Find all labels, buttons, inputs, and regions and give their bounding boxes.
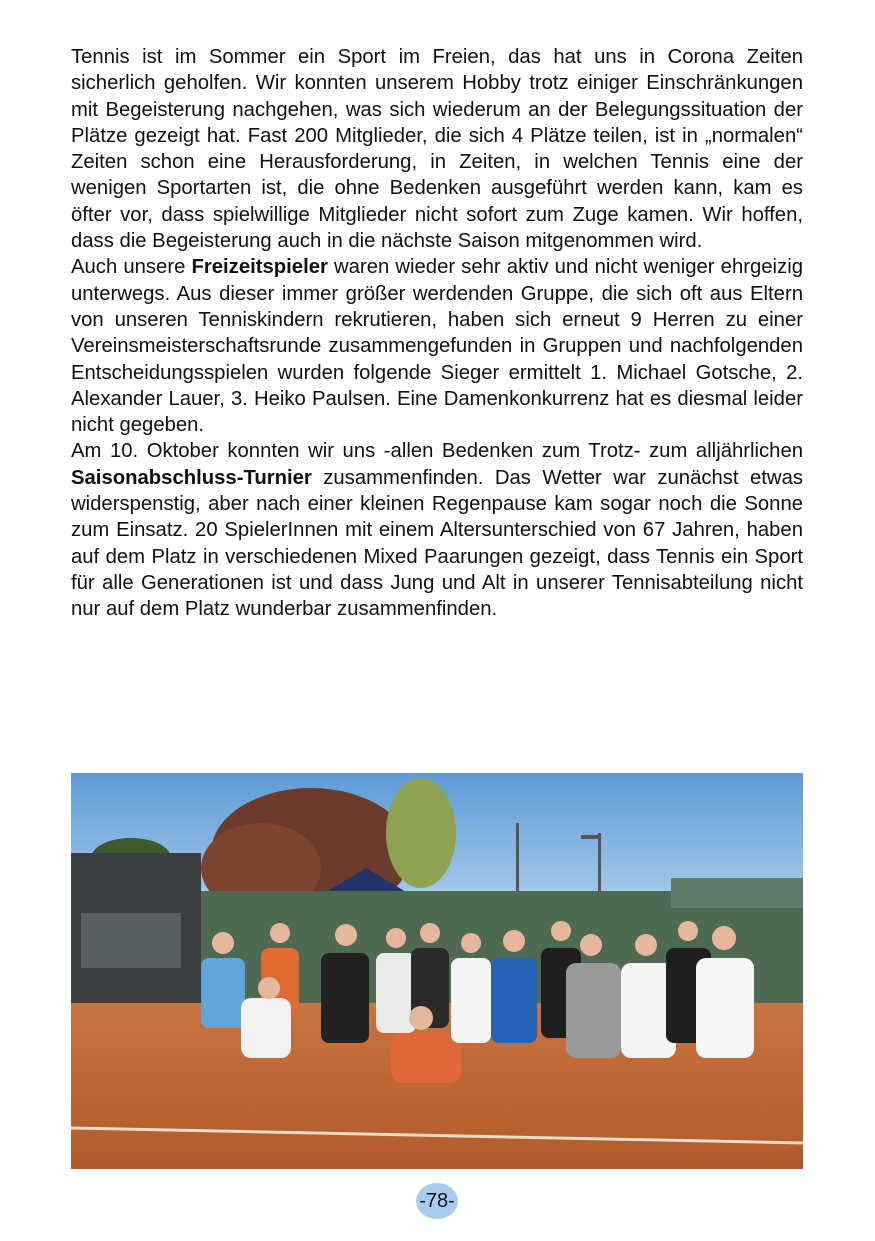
- bold-saisonabschluss: Saisonabschluss-Turnier: [71, 466, 312, 489]
- paragraph-freizeitspieler: [71, 254, 803, 438]
- paragraph-text: Auch unsere: [71, 256, 192, 279]
- article-body: [71, 44, 803, 623]
- paragraph-saisonabschluss: [71, 438, 803, 622]
- paragraph-text: zusammenfinden. Das Wetter war zunächst etwas widerspenstig, aber nach einer kleinen Regenpause kam sogar noch die Sonne zum Einsatz. 20 SpielerInnen mit einem Altersunterschied von 67 Jahren, haben auf dem Platz in verschiedenen Mixed Paarungen gezeigt, dass Tennis ein Sport für alle Generationen ist und dass Jung und Alt in unserer Tennisabteilung nicht nur auf dem Platz wunderbar zusammenfinden.: [71, 466, 803, 621]
- paragraph-corona: Tennis ist im Sommer ein Sport im Freien, das hat uns in Corona Zeiten sicherlich geholfen. Wir konnten unserem Hobby trotz einiger Einschränkungen mit Begeisterung nachgehen, was sich wiederum an der Belegungssituation der Plätze gezeigt hat. Fast 200 Mitglieder, die sich 4 Plätze teilen, ist in „normalen“ Zeiten schon eine Herausforderung, in Zeiten, in welchen Tennis eine der wenigen Sportarten ist, die ohne Bedenken ausgeführt werden kann, kam es öfter vor, dass spielwillige Mitglieder nicht sofort zum Zuge kamen. Wir hoffen, dass die Begeisterung auch in die nächste Saison mitgenommen wird.: [71, 46, 803, 253]
- group-photo: [71, 773, 803, 1169]
- paragraph-text: Am 10. Oktober konnten wir uns -allen Bedenken zum Trotz- zum alljährlichen: [71, 440, 803, 463]
- paragraph-text: waren wieder sehr aktiv und nicht weniger ehrgeizig unterwegs. Aus dieser immer größer werdenden Gruppe, die sich oft aus Eltern von unseren Tenniskindern rekrutieren, haben sich erneut 9 Herren zu einer Vereinsmeisterschaftsrunde zusammengefunden in Gruppen und nachfolgenden Entscheidungsspielen wurden folgende Sieger ermittelt 1. Michael Gotsche, 2. Alexander Lauer, 3. Heiko Paulsen. Eine Damenkonkurrenz hat es diesmal leider nicht gegeben.: [71, 256, 803, 437]
- group-photo-illustration: [71, 773, 803, 1169]
- bold-freizeitspieler: Freizeitspieler: [191, 256, 328, 279]
- page-number: -78-: [416, 1183, 458, 1219]
